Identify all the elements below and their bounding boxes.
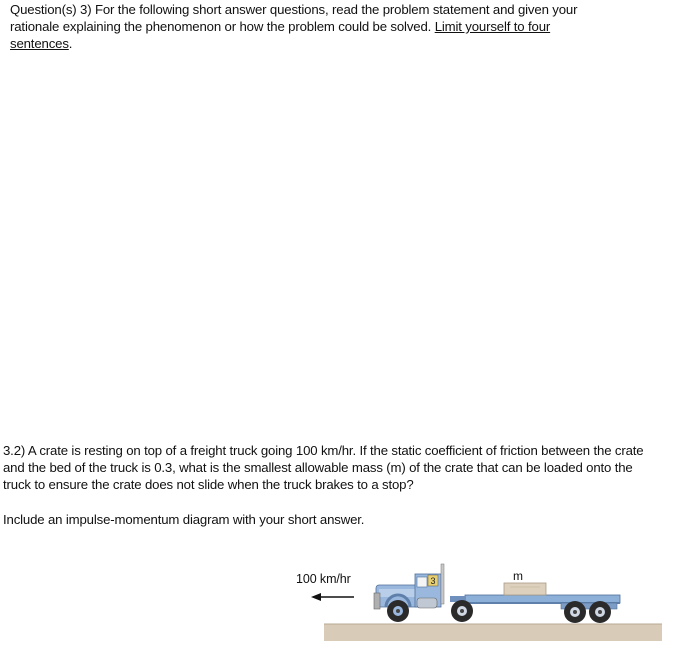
- crate-icon: [504, 583, 546, 595]
- cab-number: 3: [430, 576, 436, 586]
- speed-label: 100 km/hr: [296, 572, 351, 586]
- intro-text: Question(s) 3) For the following short answer questions, read the problem statement and given your rationale explaining the phenomenon or how the problem could be solved.: [10, 2, 578, 34]
- problem-statement: 3.2) A crate is resting on top of a freight truck going 100 km/hr. If the static coefficient of friction between the crate and the bed of the truck is 0.3, what is the smallest allowable mass (m) of the crate that can be loaded onto the truck to ensure the crate does not slide when the truck brakes to a stop?: [3, 443, 644, 492]
- truck-cab: [374, 564, 444, 609]
- truck-figure: [290, 558, 670, 653]
- intro-underlined-text: Limit yourself to four sentences: [10, 19, 551, 51]
- intro-end: .: [68, 36, 73, 51]
- question-intro: [10, 1, 610, 52]
- mass-label: m: [513, 569, 523, 583]
- problem-instruction: Include an impulse-momentum diagram with your short answer.: [3, 512, 365, 527]
- velocity-arrow-icon: [311, 593, 354, 601]
- ground-surface: [324, 624, 662, 641]
